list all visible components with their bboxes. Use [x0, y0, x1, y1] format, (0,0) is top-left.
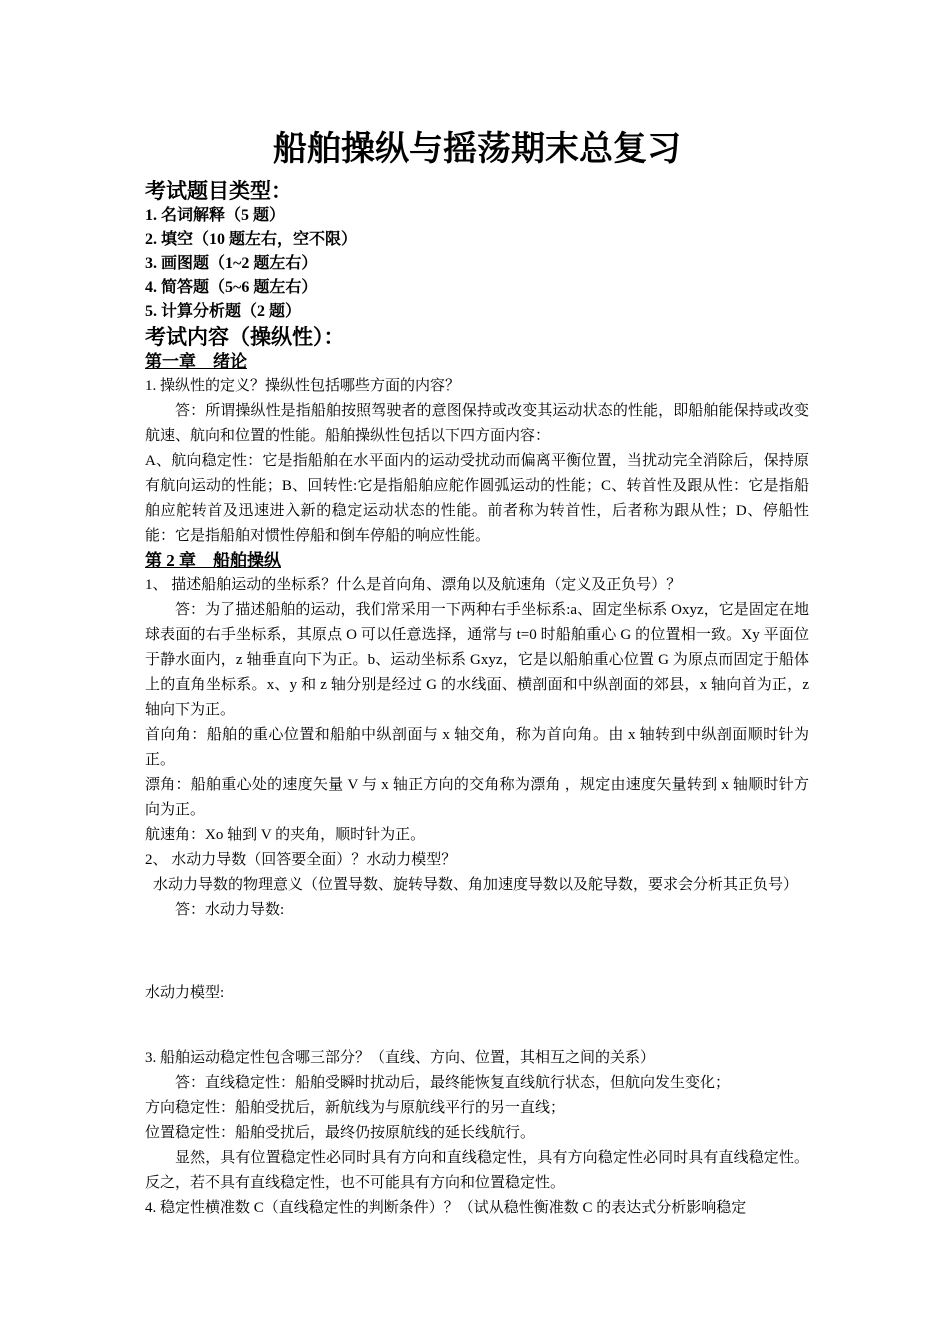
document-title: 船舶操纵与摇荡期末总复习	[273, 131, 681, 168]
answer-summary: 显然，具有位置稳定性必同时具有方向和直线稳定性，具有方向稳定性必同时具有直线稳定性。反之，若不具有直线稳定性，也不可能具有方向和位置稳定性。	[145, 1150, 809, 1191]
document-page	[145, 128, 809, 1221]
answer-text: 答：所谓操纵性是指船舶按照驾驶者的意图保持或改变其运动状态的性能，即船舶能保持或改变航速、航向和位置的性能。船舶操纵性包括以下四方面内容：	[145, 403, 809, 444]
blank-space	[145, 1006, 809, 1046]
question-note: 水动力导数的物理意义（位置导数、旋转导数、角加速度导数以及舵导数，要求会分析其正负号）	[153, 877, 799, 893]
answer-direction-stability: 方向稳定性：船舶受扰后，新航线为与原航线平行的另一直线；	[145, 1100, 566, 1116]
answer-position-stability: 位置稳定性：船舶受扰后，最终仍按原航线的延长线航行。	[145, 1125, 536, 1141]
exam-type-item: 1. 名词解释（5 题）	[145, 207, 286, 224]
question-text: 1. 操纵性的定义？操纵性包括哪些方面的内容？	[145, 378, 461, 394]
answer-text: 答：为了描述船舶的运动，我们常采用一下两种右手坐标系:a、固定坐标系 Oxyz，它是固定在地球表面的右手坐标系，其原点 O 可以任意选择，通常与 t=0 时船舶重心 G 的位置相一致。Xy 平面位于静水面内，z 轴垂直向下为正。b、运动坐标系 Gxyz，它是以船舶重心位置 G 为原点而固定于船体上的直角坐标系。x、y 和 z 轴分别是经过 G 的水线面、横剖面和中纵剖面的郊县，x 轴向首为正，z 轴向下为正。	[145, 602, 809, 718]
exam-type-item: 4. 简答题（5~6 题左右）	[145, 279, 318, 296]
definition-heading-angle: 首向角：船舶的重心位置和船舶中纵剖面与 x 轴交角，称为首向角。由 x 轴转到中纵剖面顺时针为正。	[145, 727, 809, 768]
question-text: 4. 稳定性横准数 C（直线稳定性的判断条件）？（试从稳性衡准数 C 的表达式分析影响稳定	[145, 1200, 747, 1216]
exam-content-heading: 考试内容（操纵性）：	[145, 325, 345, 349]
chapter-1-heading: 第一章 绪论	[145, 352, 247, 371]
exam-type-item: 3. 画图题（1~2 题左右）	[145, 255, 318, 272]
question-text: 2、 水动力导数（回答要全面）？水动力模型？	[145, 852, 457, 868]
answer-text: 答：水动力导数:	[175, 902, 285, 918]
exam-types-heading: 考试题目类型：	[145, 179, 292, 203]
answer-text: 答：直线稳定性：船舶受瞬时扰动后，最终能恢复直线航行状态，但航向发生变化；	[175, 1075, 731, 1091]
exam-type-item: 2. 填空（10 题左右，空不限）	[145, 231, 358, 248]
definition-course-angle: 航速角：Xo 轴到 V 的夹角，顺时针为正。	[145, 827, 426, 843]
chapter-2-heading: 第 2 章 船舶操纵	[145, 551, 281, 570]
definition-drift-angle: 漂角：船舶重心处的速度矢量 V 与 x 轴正方向的交角称为漂角 ，规定由速度矢量转到 x 轴顺时针方向为正。	[145, 777, 809, 818]
blank-space	[145, 923, 809, 981]
question-text: 1、 描述船舶运动的坐标系？什么是首向角、漂角以及航速角（定义及正负号）？	[145, 577, 682, 593]
question-text: 3. 船舶运动稳定性包含哪三部分？（直线、方向、位置，其相互之间的关系）	[145, 1050, 656, 1066]
answer-detail: A、航向稳定性：它是指船舶在水平面内的运动受扰动而偏离平衡位置，当扰动完全消除后，保持原有航向运动的性能；B、回转性:它是指船舶应舵作圆弧运动的性能；C、转首性及跟从性：它是指船舶应舵转首及迅速进入新的稳定运动状态的性能。前者称为转首性，后者称为跟从性；D、停船性能：它是指船舶对惯性停船和倒车停船的响应性能。	[145, 453, 809, 544]
exam-type-item: 5. 计算分析题（2 题）	[145, 303, 302, 320]
model-label: 水动力模型:	[145, 985, 225, 1001]
